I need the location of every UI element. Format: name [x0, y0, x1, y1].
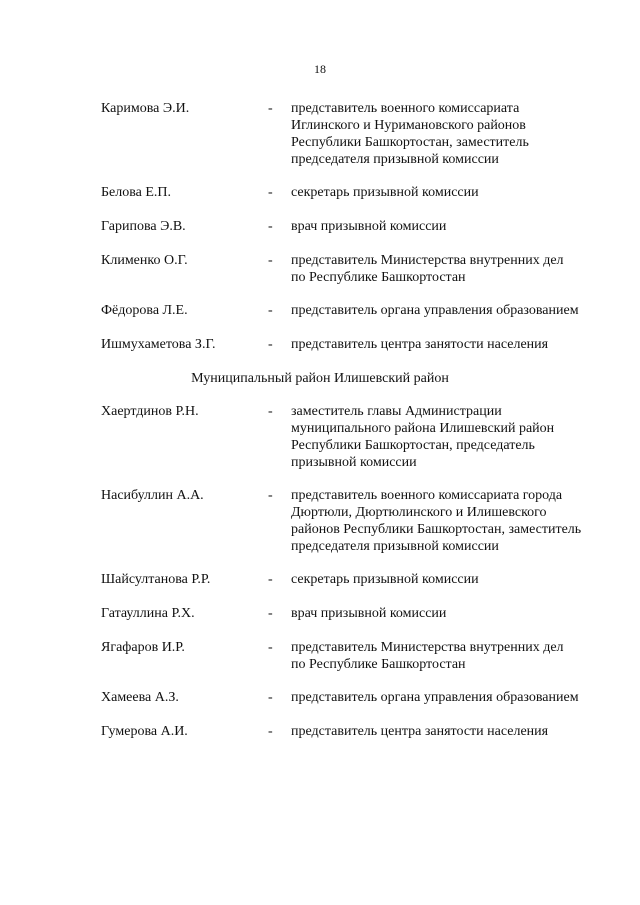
member-role: [291, 218, 621, 235]
role-line: представитель органа управления образованием: [291, 690, 579, 705]
role-line: представитель военного комиссариата: [291, 101, 520, 116]
member-name: Шайсултанова Р.Р.: [101, 572, 211, 587]
member-role: [291, 723, 621, 740]
role-line: секретарь призывной комиссии: [291, 572, 479, 587]
member-name: Хаертдинов Р.Н.: [101, 404, 199, 419]
dash-separator: -: [268, 337, 273, 352]
dash-separator: -: [268, 303, 273, 318]
member-name: Гатауллина Р.Х.: [101, 606, 195, 621]
member-role: [291, 571, 621, 588]
member-role: [291, 302, 621, 319]
role-line: представитель органа управления образованием: [291, 303, 579, 318]
role-line: представитель Министерства внутренних дел: [291, 253, 564, 268]
role-line: представитель Министерства внутренних дел: [291, 640, 564, 655]
member-name: Насибуллин А.А.: [101, 488, 204, 503]
dash-separator: -: [268, 253, 273, 268]
role-line: председателя призывной комиссии: [291, 152, 499, 167]
dash-separator: -: [268, 185, 273, 200]
role-line: заместитель главы Администрации: [291, 404, 502, 419]
member-role: [291, 184, 621, 201]
role-line: врач призывной комиссии: [291, 219, 447, 234]
page-number: 18: [314, 62, 326, 76]
role-line: муниципального района Илишевский район: [291, 421, 555, 436]
member-role: [291, 487, 621, 555]
member-name: Гарипова Э.В.: [101, 219, 186, 234]
role-line: призывной комиссии: [291, 455, 417, 470]
section-title: Муниципальный район Илишевский район: [191, 371, 449, 386]
member-name: Ягафаров И.Р.: [101, 640, 185, 655]
member-role: [291, 639, 621, 673]
role-line: Республики Башкортостан, председатель: [291, 438, 535, 453]
role-line: представитель центра занятости населения: [291, 724, 549, 739]
role-line: Иглинского и Нуримановского районов: [291, 118, 526, 133]
member-name: Белова Е.П.: [101, 185, 172, 200]
role-line: Республики Башкортостан, заместитель: [291, 135, 529, 150]
member-role: [291, 336, 621, 353]
dash-separator: -: [268, 101, 273, 116]
dash-separator: -: [268, 404, 273, 419]
dash-separator: -: [268, 488, 273, 503]
member-role: [291, 403, 621, 471]
dash-separator: -: [268, 572, 273, 587]
role-line: Дюртюли, Дюртюлинского и Илишевского: [291, 505, 547, 520]
member-name: Гумерова А.И.: [101, 724, 188, 739]
role-line: врач призывной комиссии: [291, 606, 447, 621]
dash-separator: -: [268, 724, 273, 739]
role-line: председателя призывной комиссии: [291, 539, 499, 554]
role-line: представитель центра занятости населения: [291, 337, 549, 352]
role-line: секретарь призывной комиссии: [291, 185, 479, 200]
role-line: представитель военного комиссариата города: [291, 488, 563, 503]
member-role: [291, 252, 621, 286]
member-name: Клименко О.Г.: [101, 253, 188, 268]
member-role: [291, 689, 621, 706]
dash-separator: -: [268, 690, 273, 705]
member-name: Ишмухаметова З.Г.: [101, 337, 216, 352]
dash-separator: -: [268, 219, 273, 234]
member-role: [291, 605, 621, 622]
role-line: по Республике Башкортостан: [291, 270, 466, 285]
role-line: районов Республики Башкортостан, заместитель: [291, 522, 582, 537]
member-name: Фёдорова Л.Е.: [101, 303, 188, 318]
dash-separator: -: [268, 606, 273, 621]
role-line: по Республике Башкортостан: [291, 657, 466, 672]
dash-separator: -: [268, 640, 273, 655]
member-name: Каримова Э.И.: [101, 101, 190, 116]
member-name: Хамеева А.З.: [101, 690, 179, 705]
member-role: [291, 100, 621, 168]
